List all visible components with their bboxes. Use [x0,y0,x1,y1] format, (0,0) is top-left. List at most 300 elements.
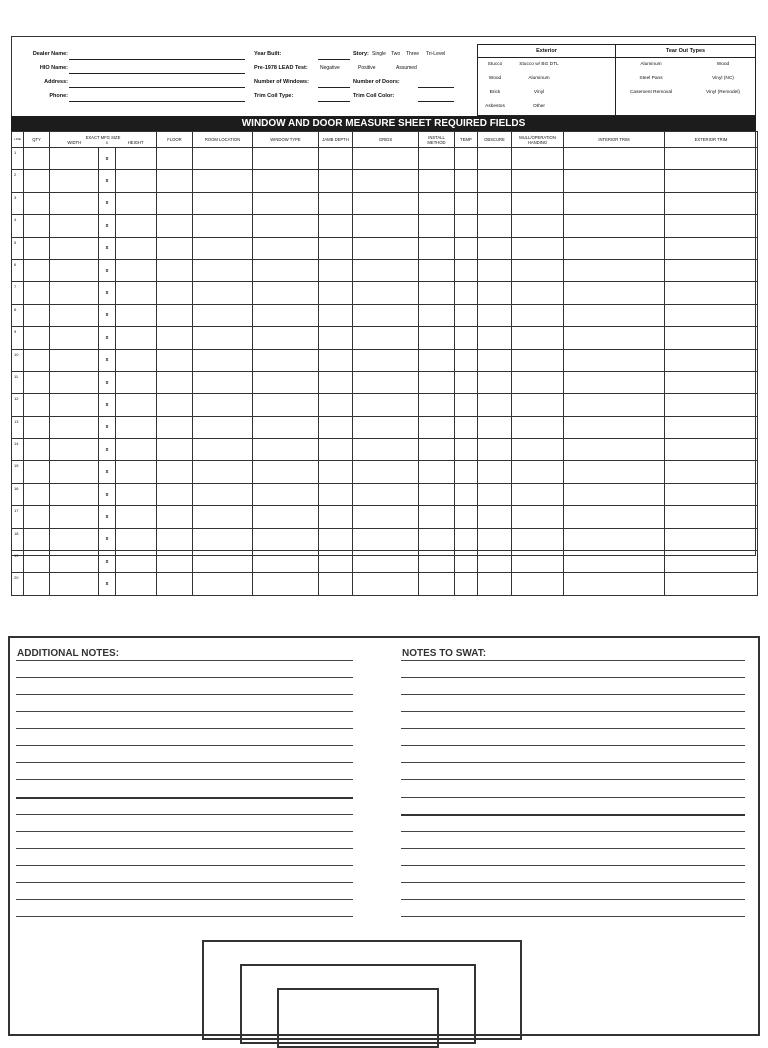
lead-option[interactable]: Negative [320,65,340,71]
table-cell[interactable] [24,349,50,371]
table-cell[interactable] [116,371,157,393]
table-cell[interactable] [564,483,665,505]
table-cell[interactable] [24,461,50,483]
table-cell[interactable] [478,237,512,259]
table-cell[interactable] [353,215,419,237]
table-cell[interactable] [24,416,50,438]
table-cell[interactable] [564,461,665,483]
table-cell[interactable] [319,349,353,371]
table-cell[interactable] [512,551,564,573]
table-cell[interactable] [157,259,193,281]
additional-notes-line[interactable] [16,694,353,695]
table-cell[interactable] [478,215,512,237]
table-cell[interactable] [419,282,455,304]
table-cell[interactable] [193,394,253,416]
table-cell[interactable] [253,506,319,528]
table-cell[interactable] [564,506,665,528]
table-cell[interactable] [319,506,353,528]
table-cell[interactable] [193,506,253,528]
table-cell[interactable] [157,170,193,192]
table-cell[interactable] [157,483,193,505]
table-cell[interactable] [455,148,478,170]
table-cell[interactable] [50,551,99,573]
table-cell[interactable] [455,506,478,528]
table-cell[interactable] [24,192,50,214]
table-cell[interactable] [419,215,455,237]
table-cell[interactable] [419,416,455,438]
additional-notes-line[interactable] [16,660,353,661]
table-cell[interactable] [50,573,99,595]
swat-notes-line[interactable] [401,916,745,917]
table-cell[interactable] [319,551,353,573]
table-cell[interactable] [50,259,99,281]
table-cell[interactable] [419,304,455,326]
table-cell[interactable] [253,528,319,550]
table-cell[interactable] [157,371,193,393]
table-cell[interactable] [455,394,478,416]
table-cell[interactable] [24,439,50,461]
table-cell[interactable] [353,327,419,349]
table-cell[interactable] [419,148,455,170]
table-cell[interactable] [157,192,193,214]
table-cell[interactable] [665,148,758,170]
tearout-option[interactable]: Wood [716,62,730,67]
swat-notes-line[interactable] [401,694,745,695]
table-cell[interactable] [253,327,319,349]
table-cell[interactable] [353,237,419,259]
table-cell[interactable] [116,215,157,237]
table-cell[interactable] [319,170,353,192]
swat-notes-line[interactable] [401,762,745,763]
table-cell[interactable] [665,282,758,304]
dealer-name-field[interactable] [69,59,245,60]
table-cell[interactable] [253,483,319,505]
table-cell[interactable] [319,483,353,505]
table-cell[interactable] [116,192,157,214]
table-cell[interactable] [24,371,50,393]
table-cell[interactable] [253,573,319,595]
table-cell[interactable] [116,416,157,438]
table-cell[interactable] [24,483,50,505]
exterior-option[interactable]: Wood [488,76,502,81]
table-cell[interactable] [665,192,758,214]
table-cell[interactable] [193,192,253,214]
table-cell[interactable] [478,304,512,326]
exterior-option[interactable]: Brick [489,90,501,95]
table-cell[interactable] [116,506,157,528]
table-cell[interactable] [253,439,319,461]
table-cell[interactable] [116,304,157,326]
tearout-option[interactable]: Aluminum [640,62,662,67]
table-cell[interactable] [478,349,512,371]
table-cell[interactable] [455,192,478,214]
table-cell[interactable] [116,394,157,416]
table-cell[interactable] [193,483,253,505]
swat-notes-line[interactable] [401,728,745,729]
table-cell[interactable] [116,551,157,573]
table-cell[interactable] [665,371,758,393]
table-cell[interactable] [116,282,157,304]
additional-notes-line[interactable] [16,831,353,832]
table-cell[interactable] [478,170,512,192]
table-cell[interactable] [665,506,758,528]
table-cell[interactable] [478,573,512,595]
table-cell[interactable] [455,215,478,237]
swat-notes-line[interactable] [401,831,745,832]
table-cell[interactable] [478,282,512,304]
table-cell[interactable] [564,416,665,438]
table-cell[interactable] [193,573,253,595]
table-cell[interactable] [419,483,455,505]
table-cell[interactable] [116,170,157,192]
table-cell[interactable] [564,304,665,326]
table-cell[interactable] [50,349,99,371]
table-cell[interactable] [455,439,478,461]
table-cell[interactable] [478,148,512,170]
table-cell[interactable] [319,237,353,259]
phone-field[interactable] [69,101,245,102]
table-cell[interactable] [157,394,193,416]
table-cell[interactable] [512,483,564,505]
table-cell[interactable] [512,148,564,170]
table-cell[interactable] [253,192,319,214]
table-cell[interactable] [455,573,478,595]
table-cell[interactable] [253,371,319,393]
table-cell[interactable] [353,506,419,528]
swat-notes-line[interactable] [401,779,745,780]
additional-notes-line[interactable] [16,899,353,900]
table-cell[interactable] [24,327,50,349]
table-cell[interactable] [353,282,419,304]
table-cell[interactable] [50,394,99,416]
table-cell[interactable] [353,394,419,416]
table-cell[interactable] [319,259,353,281]
table-cell[interactable] [512,192,564,214]
table-cell[interactable] [512,371,564,393]
table-cell[interactable] [419,506,455,528]
table-cell[interactable] [319,192,353,214]
table-cell[interactable] [353,416,419,438]
table-cell[interactable] [157,237,193,259]
table-cell[interactable] [478,483,512,505]
lead-option[interactable]: Positive [358,65,376,71]
table-cell[interactable] [512,416,564,438]
table-cell[interactable] [50,461,99,483]
table-cell[interactable] [353,148,419,170]
additional-notes-line[interactable] [16,865,353,866]
table-cell[interactable] [116,439,157,461]
additional-notes-line[interactable] [16,728,353,729]
table-cell[interactable] [253,170,319,192]
table-cell[interactable] [24,573,50,595]
table-cell[interactable] [319,148,353,170]
table-cell[interactable] [157,215,193,237]
table-cell[interactable] [116,259,157,281]
table-cell[interactable] [24,551,50,573]
table-cell[interactable] [665,551,758,573]
table-cell[interactable] [353,483,419,505]
table-cell[interactable] [193,528,253,550]
table-cell[interactable] [157,349,193,371]
table-cell[interactable] [353,439,419,461]
table-cell[interactable] [665,170,758,192]
table-cell[interactable] [157,573,193,595]
table-cell[interactable] [24,237,50,259]
table-cell[interactable] [50,439,99,461]
table-cell[interactable] [50,148,99,170]
additional-notes-line[interactable] [16,762,353,763]
table-cell[interactable] [24,148,50,170]
table-cell[interactable] [253,461,319,483]
table-cell[interactable] [157,148,193,170]
additional-notes-line[interactable] [16,797,353,799]
tearout-option[interactable]: Vinyl (NC) [712,76,734,81]
table-cell[interactable] [478,551,512,573]
table-cell[interactable] [419,192,455,214]
table-cell[interactable] [478,461,512,483]
table-cell[interactable] [564,282,665,304]
table-cell[interactable] [353,304,419,326]
table-cell[interactable] [253,282,319,304]
table-cell[interactable] [478,506,512,528]
table-cell[interactable] [564,371,665,393]
table-cell[interactable] [564,573,665,595]
year-built-field[interactable] [318,59,350,60]
table-cell[interactable] [50,282,99,304]
table-cell[interactable] [419,349,455,371]
table-cell[interactable] [512,349,564,371]
table-cell[interactable] [157,551,193,573]
table-cell[interactable] [50,327,99,349]
additional-notes-line[interactable] [16,779,353,780]
exterior-option[interactable]: Asbestos [485,104,505,109]
table-cell[interactable] [665,394,758,416]
table-cell[interactable] [512,170,564,192]
table-cell[interactable] [319,215,353,237]
additional-notes-line[interactable] [16,711,353,712]
table-cell[interactable] [564,237,665,259]
table-cell[interactable] [193,551,253,573]
table-cell[interactable] [193,282,253,304]
table-cell[interactable] [478,259,512,281]
table-cell[interactable] [157,439,193,461]
table-cell[interactable] [564,394,665,416]
table-cell[interactable] [353,192,419,214]
table-cell[interactable] [319,282,353,304]
table-cell[interactable] [319,394,353,416]
table-cell[interactable] [564,170,665,192]
table-cell[interactable] [478,371,512,393]
table-cell[interactable] [319,439,353,461]
table-cell[interactable] [157,304,193,326]
table-cell[interactable] [319,573,353,595]
table-cell[interactable] [665,304,758,326]
table-cell[interactable] [193,237,253,259]
table-cell[interactable] [319,416,353,438]
num-windows-field[interactable] [318,87,350,88]
table-cell[interactable] [116,483,157,505]
swat-notes-line[interactable] [401,660,745,661]
table-cell[interactable] [253,237,319,259]
tearout-option[interactable]: Vinyl (Remodel) [705,90,741,95]
table-cell[interactable] [665,237,758,259]
table-cell[interactable] [665,528,758,550]
table-cell[interactable] [24,506,50,528]
swat-notes-line[interactable] [401,711,745,712]
table-cell[interactable] [512,215,564,237]
lead-option[interactable]: Assumed [396,65,417,71]
table-cell[interactable] [419,439,455,461]
table-cell[interactable] [564,439,665,461]
table-cell[interactable] [353,371,419,393]
story-option[interactable]: Two [391,51,401,57]
table-cell[interactable] [319,327,353,349]
table-cell[interactable] [419,327,455,349]
table-cell[interactable] [665,573,758,595]
table-cell[interactable] [419,528,455,550]
table-cell[interactable] [478,439,512,461]
additional-notes-line[interactable] [16,814,353,815]
table-cell[interactable] [455,416,478,438]
table-cell[interactable] [419,259,455,281]
table-cell[interactable] [193,416,253,438]
table-cell[interactable] [512,282,564,304]
table-cell[interactable] [24,215,50,237]
table-cell[interactable] [564,192,665,214]
table-cell[interactable] [353,573,419,595]
table-cell[interactable] [564,349,665,371]
tearout-option[interactable]: Casement Removal [629,90,673,95]
table-cell[interactable] [193,304,253,326]
table-cell[interactable] [512,394,564,416]
table-cell[interactable] [253,416,319,438]
table-cell[interactable] [50,506,99,528]
exterior-option[interactable]: Other [533,104,545,109]
table-cell[interactable] [50,528,99,550]
table-cell[interactable] [116,461,157,483]
table-cell[interactable] [253,215,319,237]
table-cell[interactable] [455,461,478,483]
table-cell[interactable] [512,528,564,550]
table-cell[interactable] [50,170,99,192]
table-cell[interactable] [478,327,512,349]
table-cell[interactable] [665,483,758,505]
hio-name-field[interactable] [69,73,245,74]
table-cell[interactable] [512,237,564,259]
additional-notes-line[interactable] [16,677,353,678]
table-cell[interactable] [353,461,419,483]
table-cell[interactable] [193,215,253,237]
table-cell[interactable] [116,327,157,349]
table-cell[interactable] [564,528,665,550]
table-cell[interactable] [353,349,419,371]
table-cell[interactable] [455,304,478,326]
table-cell[interactable] [50,192,99,214]
table-cell[interactable] [478,394,512,416]
story-option[interactable]: Single [372,51,386,57]
table-cell[interactable] [455,327,478,349]
table-cell[interactable] [193,439,253,461]
table-cell[interactable] [157,282,193,304]
table-cell[interactable] [50,215,99,237]
table-cell[interactable] [665,461,758,483]
table-cell[interactable] [478,528,512,550]
tearout-option[interactable]: Steel Pans [639,76,663,81]
table-cell[interactable] [665,327,758,349]
swat-notes-line[interactable] [401,677,745,678]
table-cell[interactable] [24,259,50,281]
story-option[interactable]: Tri-Level [426,51,446,57]
table-cell[interactable] [455,259,478,281]
table-cell[interactable] [353,528,419,550]
table-cell[interactable] [419,394,455,416]
table-cell[interactable] [116,148,157,170]
table-cell[interactable] [665,215,758,237]
table-cell[interactable] [157,416,193,438]
table-cell[interactable] [455,237,478,259]
table-cell[interactable] [157,327,193,349]
table-cell[interactable] [253,259,319,281]
table-cell[interactable] [116,528,157,550]
table-cell[interactable] [24,282,50,304]
table-cell[interactable] [512,439,564,461]
table-cell[interactable] [319,461,353,483]
table-cell[interactable] [478,416,512,438]
story-option[interactable]: Three [406,51,420,57]
table-cell[interactable] [419,461,455,483]
table-cell[interactable] [50,416,99,438]
table-cell[interactable] [455,371,478,393]
swat-notes-line[interactable] [401,814,745,816]
table-cell[interactable] [253,551,319,573]
table-cell[interactable] [419,371,455,393]
table-cell[interactable] [24,394,50,416]
exterior-option[interactable]: Aluminum [528,76,550,81]
table-cell[interactable] [512,259,564,281]
table-cell[interactable] [455,349,478,371]
table-cell[interactable] [193,371,253,393]
table-cell[interactable] [419,237,455,259]
table-cell[interactable] [455,282,478,304]
swat-notes-line[interactable] [401,899,745,900]
table-cell[interactable] [564,551,665,573]
table-cell[interactable] [665,416,758,438]
table-cell[interactable] [193,327,253,349]
table-cell[interactable] [419,170,455,192]
additional-notes-line[interactable] [16,848,353,849]
exterior-option[interactable]: Stucco w/ BG DTL [519,62,559,67]
table-cell[interactable] [50,237,99,259]
trim-coil-color-field[interactable] [418,101,454,102]
table-cell[interactable] [512,573,564,595]
table-cell[interactable] [353,259,419,281]
additional-notes-line[interactable] [16,882,353,883]
table-cell[interactable] [319,304,353,326]
table-cell[interactable] [157,528,193,550]
table-cell[interactable] [419,551,455,573]
table-cell[interactable] [665,439,758,461]
table-cell[interactable] [564,327,665,349]
table-cell[interactable] [24,528,50,550]
table-cell[interactable] [478,192,512,214]
table-cell[interactable] [24,304,50,326]
table-cell[interactable] [512,461,564,483]
table-cell[interactable] [193,259,253,281]
table-cell[interactable] [512,506,564,528]
table-cell[interactable] [193,461,253,483]
table-cell[interactable] [50,483,99,505]
table-cell[interactable] [353,170,419,192]
